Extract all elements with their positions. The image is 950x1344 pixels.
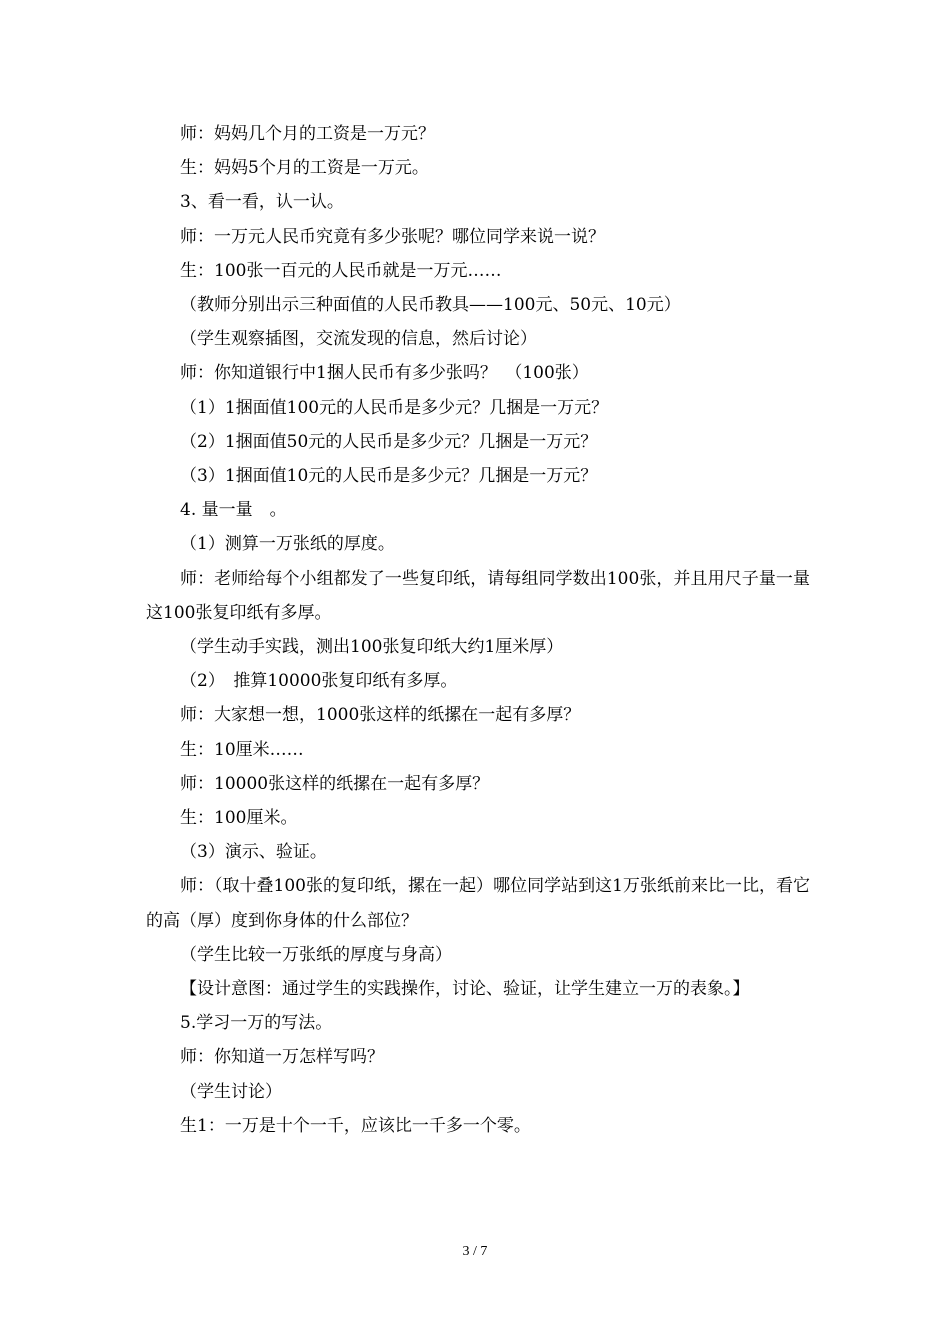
- paragraph: 师：10000张这样的纸摞在一起有多厚？: [180, 773, 490, 794]
- paragraph: 5.学习一万的写法。: [180, 1013, 333, 1034]
- paragraph: （学生讨论）: [180, 1081, 282, 1102]
- paragraph: 生：妈妈5个月的工资是一万元。: [180, 158, 429, 179]
- paragraph: 生1：一万是十个一千，应该比一千多一个零。: [180, 1115, 531, 1136]
- paragraph: （学生观察插图，交流发现的信息，然后讨论）: [180, 329, 537, 350]
- paragraph: 师：你知道一万怎样写吗？: [180, 1047, 384, 1068]
- paragraph: 师：老师给每个小组都发了一些复印纸，请每组同学数出100张，并且用尺子量一量这100张复印纸有多厚。: [146, 568, 810, 623]
- paragraph: （3）1捆面值10元的人民币是多少元？几捆是一万元？: [180, 466, 598, 487]
- paragraph: （2）1捆面值50元的人民币是多少元？几捆是一万元？: [180, 431, 598, 452]
- paragraph: 师：大家想一想，1000张这样的纸摞在一起有多厚？: [180, 705, 581, 726]
- paragraph: （1）1捆面值100元的人民币是多少元？几捆是一万元？: [180, 397, 609, 418]
- paragraph: 4. 量一量 。: [180, 500, 287, 521]
- paragraph: 3、看一看，认一认。: [180, 192, 344, 213]
- paragraph: （学生动手实践，测出100张复印纸大约1厘米厚）: [180, 637, 564, 658]
- paragraph: 生：100厘米。: [180, 808, 298, 829]
- paragraph: （2） 推算10000张复印纸有多厚。: [180, 671, 458, 692]
- paragraph: 师：你知道银行中1捆人民币有多少张吗？ （100张）: [180, 363, 589, 384]
- document-body: [146, 117, 810, 1143]
- paragraph: （3）演示、验证。: [180, 842, 327, 863]
- paragraph: 师：妈妈几个月的工资是一万元？: [180, 124, 435, 144]
- paragraph: 【设计意图：通过学生的实践操作，讨论、验证，让学生建立一万的表象。】: [180, 979, 750, 1000]
- page-number: 3 / 7: [462, 1244, 488, 1259]
- paragraph: 师：（取十叠100张的复印纸，摞在一起）哪位同学站到这1万张纸前来比一比，看它的高（厚）度到你身体的什么部位？: [146, 876, 810, 931]
- paragraph: 师：一万元人民币究竟有多少张呢？哪位同学来说一说？: [180, 226, 605, 247]
- paragraph: （1）测算一万张纸的厚度。: [180, 534, 395, 555]
- paragraph: 生：10厘米……: [180, 739, 304, 760]
- paragraph: （教师分别出示三种面值的人民币教具——100元、50元、10元）: [180, 295, 681, 316]
- paragraph: 生：100张一百元的人民币就是一万元……: [180, 260, 502, 281]
- paragraph: （学生比较一万张纸的厚度与身高）: [180, 944, 452, 965]
